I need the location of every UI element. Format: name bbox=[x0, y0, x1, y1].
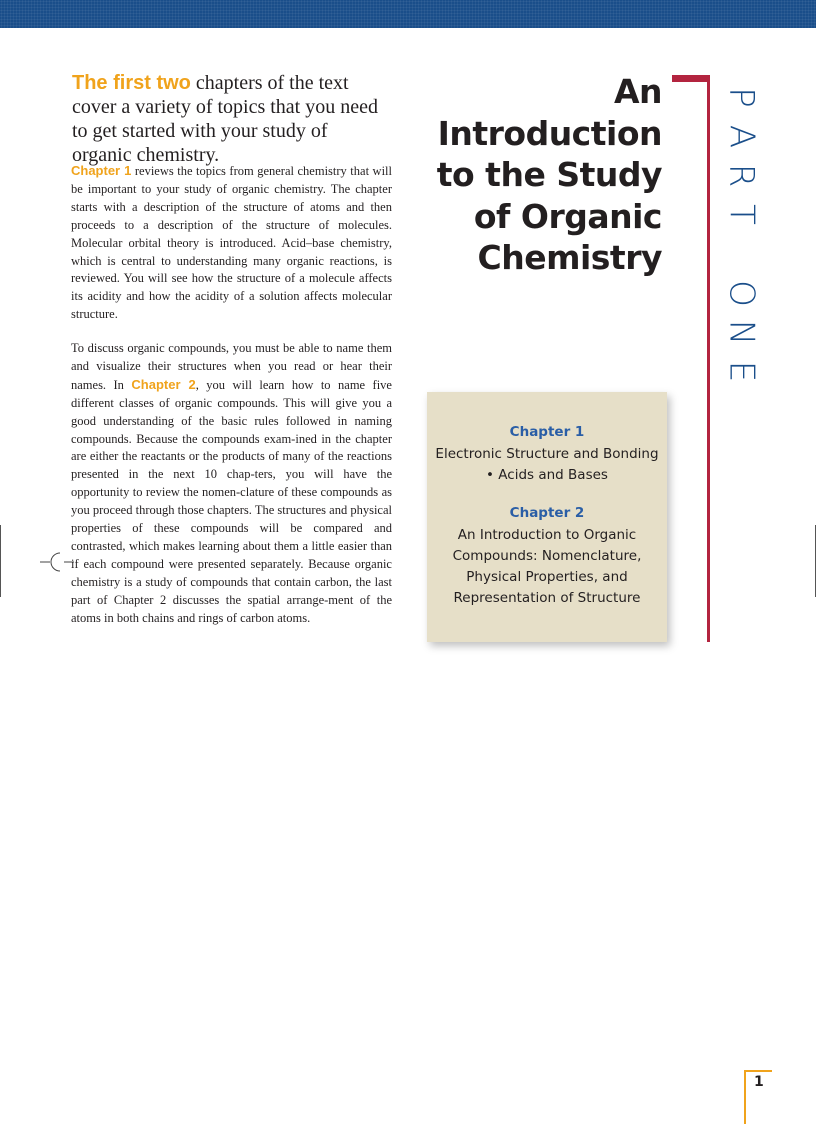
intro-text: chapters of the text cover a variety of topics that you need to get started with your study of organic chemistry. bbox=[72, 72, 378, 166]
part-label-vertical bbox=[722, 78, 770, 391]
part-title-line3: of Organic bbox=[473, 196, 662, 236]
toc-chapter1 bbox=[411, 424, 683, 486]
chapter2-summary-text-before: To discuss organic compounds, you must be able to name them and visualize their structures when you read or hear their names. In bbox=[71, 341, 392, 392]
toc-chapter1-title-line1: Electronic Structure and Bonding bbox=[435, 446, 659, 462]
toc-chapter1-label: Chapter 1 bbox=[509, 424, 585, 440]
part-label-letter: E bbox=[721, 360, 762, 383]
part-label-letter: R bbox=[721, 163, 762, 188]
intro-paragraph bbox=[72, 71, 392, 167]
toc-chapter2 bbox=[427, 505, 667, 609]
crop-mark-left bbox=[0, 525, 1, 597]
part-label-letter: O bbox=[721, 280, 762, 307]
page-number: 1 bbox=[754, 1074, 764, 1090]
part-label-letter: A bbox=[721, 124, 762, 149]
part-label-letter: N bbox=[721, 319, 762, 346]
toc-chapter2-title-line3: Physical Properties, and bbox=[466, 569, 628, 585]
chapter1-summary-text: reviews the topics from general chemistry that will be important to your study of organic chemistry. The chapter starts with a description of the structure of atoms and then proceeds to a description of the structure of molecules. Molecular orbital theory is introduced. Acid–base chemistry, which is central to understanding many organic reactions, is reviewed. You will see how the structure of a molecule affects its acidity and how the acidity of a solution affects molecular structure. bbox=[71, 164, 393, 322]
page-number-marker bbox=[744, 1070, 772, 1124]
intro-highlight: The first two bbox=[72, 72, 191, 94]
chapter2-highlight: Chapter 2 bbox=[131, 376, 196, 392]
toc-chapter2-title-line1: An Introduction to Organic bbox=[457, 527, 637, 543]
part-label-letter: T bbox=[721, 204, 762, 225]
toc-chapter2-label: Chapter 2 bbox=[509, 505, 585, 521]
title-rule bbox=[707, 75, 710, 642]
part-title-line4: Chemistry bbox=[477, 238, 662, 277]
chapter1-summary bbox=[71, 162, 392, 324]
registration-mark-icon bbox=[40, 551, 74, 573]
header-band bbox=[0, 0, 816, 28]
chapter1-highlight: Chapter 1 bbox=[71, 163, 132, 178]
part-title-line1: An Introduction bbox=[437, 72, 662, 153]
title-rule-cap bbox=[672, 75, 709, 82]
part-label-letter: P bbox=[721, 87, 762, 108]
part-title-line2: to the Study bbox=[436, 155, 662, 194]
chapter2-summary-text-after: , you will learn how to name five different classes of organic compounds. This will give you a good understanding of the basic rules followed in naming compounds. Because the compounds exam-ined in the chapter are either the reactants or the products of many of the reactions presented in the next 10 chap-ters, you will have the opportunity to review the nomen-clature of these compounds as you proceed through those chapters. The structures and physical properties of these compounds will be compared and contrasted, which makes learning about them a little easier than if each compound were presented separately. Because organic chemistry is a study of compounds that contain carbon, the last part of Chapter 2 discusses the spatial arrange-ment of the atoms in both chains and rings of carbon atoms. bbox=[71, 377, 392, 625]
part-label-gap bbox=[722, 234, 770, 274]
part-title bbox=[382, 71, 662, 279]
chapter2-summary bbox=[71, 340, 392, 628]
toc-chapter1-title-line2: • Acids and Bases bbox=[486, 467, 608, 483]
toc-chapter2-title-line4: Representation of Structure bbox=[453, 590, 641, 606]
chapter-contents-box bbox=[427, 392, 667, 642]
toc-chapter2-title-line2: Compounds: Nomenclature, bbox=[452, 548, 642, 564]
